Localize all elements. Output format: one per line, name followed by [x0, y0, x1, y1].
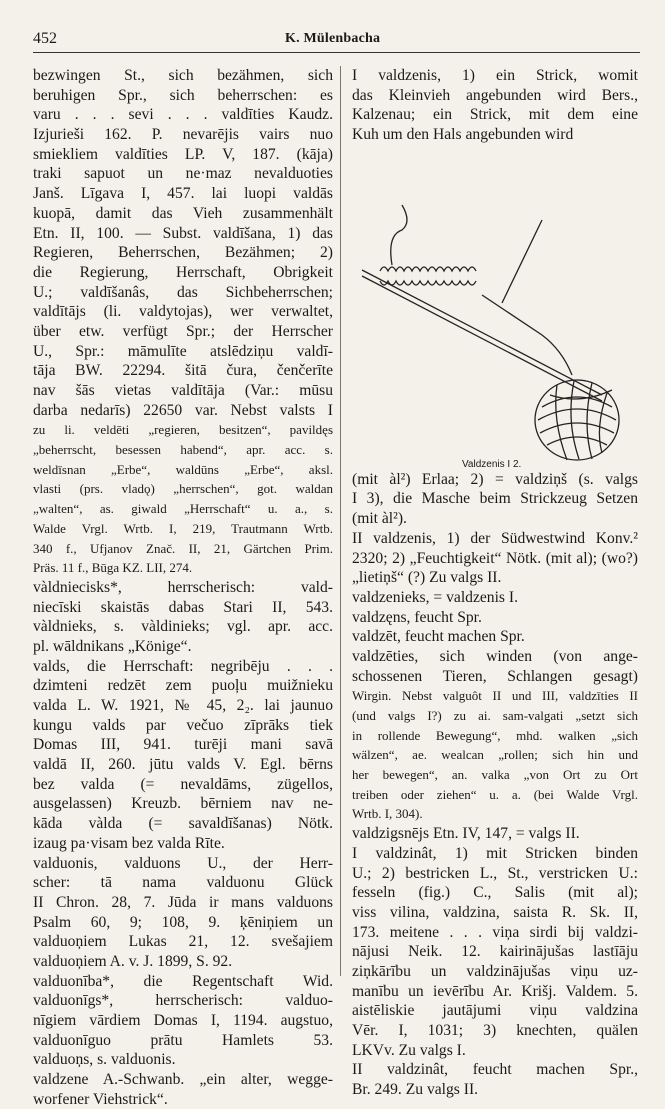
- text-line: bez valda (= nevaldāms, zügellos,: [33, 775, 333, 793]
- text-line: II valdzinât, feucht machen Spr.,: [352, 1061, 638, 1079]
- running-head: K. Mülenbacha: [285, 31, 381, 46]
- left-column: [33, 66, 333, 1109]
- text-line: Janš. Līgava I, 457. lai luopi valdās: [33, 185, 333, 203]
- text-line: „beherrscht, besessen habend“, apr. acc. s.: [33, 442, 333, 458]
- text-line: valdzene A.-Schwanb. „ein alter, wegge-: [33, 1071, 333, 1089]
- text-line: aistēliskie jautājumi viņu valdzina: [352, 1002, 638, 1020]
- text-line: Wirgin. Nebst valguôt II und III, valdzīties II: [352, 688, 638, 704]
- text-line: Kuh um den Hals angebunden wird: [352, 126, 574, 144]
- text-line: traki sapuot un ne·maz nevalduoties: [33, 165, 333, 183]
- text-line: valds, die Herrschaft: negribēju . . .: [33, 657, 333, 675]
- yarn-ball-and-needles-image: [352, 145, 638, 470]
- text-line: her bewegen“, an. valka „von Ort zu Ort: [352, 767, 638, 783]
- text-line: Br. 249. Zu valgs II.: [352, 1081, 479, 1099]
- text-line: Izjurieši 162. P. nevarējis vairs nuo: [33, 126, 333, 144]
- text-line: 173. meitene . . . viņa sirdi bij valdzi-: [352, 923, 638, 941]
- text-line: bezwingen St., sich bezähmen, sich: [33, 67, 333, 84]
- text-line: vàldniecisks*, herrscherisch: vald-: [33, 578, 333, 596]
- text-line: valdzēt, feucht machen Spr.: [352, 628, 525, 646]
- text-line: Psalm 60, 9; 108, 9. ķēniņiem un: [33, 913, 333, 931]
- text-line: vàldnieks, s. vàldinieks; vgl. apr. acc.: [33, 618, 333, 636]
- text-line: Etn. II, 100. — Subst. valdīšana, 1) das: [33, 224, 333, 242]
- text-line: valdzęns, feucht Spr.: [352, 608, 482, 626]
- header-rule: [33, 52, 640, 53]
- text-line: Domas III, 941. turēji mani savā: [33, 736, 333, 754]
- text-line: (mit àl²).: [352, 510, 407, 528]
- text-line: Präs. 11 f., Būga KZ. LII, 274.: [33, 560, 193, 576]
- text-line: U., Spr.: māmulīte atslēdziņu valdī-: [33, 342, 333, 360]
- text-line: über etw. verfügt Spr.; der Herrscher: [33, 322, 333, 340]
- text-line: Walde Vrgl. Wrtb. I, 219, Trautmann Wrtb.: [33, 520, 333, 536]
- text-line: worfener Viehstrick“.: [33, 1090, 168, 1108]
- text-line: „lietiņš“ (?) Zu valgs II.: [352, 569, 502, 587]
- text-line: II Chron. 28, 7. Jūda ir mans valduons: [33, 893, 333, 911]
- text-line: valduoņs, s. valduonis.: [33, 1051, 176, 1069]
- text-line: valdzenieks, = valdzenis I.: [352, 588, 518, 606]
- text-line: Wrtb. I, 304).: [352, 806, 423, 822]
- text-line: I valdzinât, 1) mit Stricken binden: [352, 844, 638, 862]
- page-header: [33, 30, 633, 52]
- text-line: ziņkārību un valdzinājušas viņu uz-: [352, 962, 638, 980]
- text-line: beruhigen Spr., sich beherrschen: es: [33, 86, 333, 104]
- knitting-illustration: [352, 145, 638, 470]
- text-line: varu . . . sevi . . . valdīties Kaudz.: [33, 106, 333, 124]
- text-line: viss vilina, valdzina, saista R. Sk. II,: [352, 903, 638, 921]
- text-line: wälzen“, ae. wealcan „rollen; sich hin und: [352, 747, 638, 763]
- text-line: izaug pa·visam bez valda Rīte.: [33, 834, 225, 852]
- text-line: valdā II, 260. jūtu valds V. Egl. bērns: [33, 756, 333, 774]
- text-line: Vēr. I, 1031; 3) knechten, quälen: [352, 1022, 638, 1039]
- text-line: schossenen Tieren, Schlangen gesagt): [352, 667, 638, 685]
- text-line: valduonīguo prātu Hamlets 53.: [33, 1031, 333, 1049]
- text-line: Kalzenau; ein Strick, mit dem eine: [352, 106, 638, 124]
- text-line: valdītājs (li. valdytojas), wer verwaltet,: [33, 303, 333, 321]
- text-line: „walten“, as. giwald „Herrschaft“ u. a., s.: [33, 501, 333, 517]
- column-divider: [340, 66, 341, 976]
- text-line: valdzēties, sich winden (von ange-: [352, 647, 638, 665]
- text-line: treiben oder ziehen“ u. a. (bei Walde Vrgl.: [352, 786, 638, 802]
- text-line: U.; 2) bestricken L., St., verstricken U.:: [352, 864, 638, 882]
- text-line: (mit àl²) Erlaa; 2) = valdziņš (s. valgs: [352, 470, 638, 488]
- text-line: 2320; 2) „Feuchtigkeit“ Nötk. (mit al); (wo?): [352, 549, 638, 567]
- text-line: nīgiem vārdiem Domas I, 1194. augstuo,: [33, 1012, 333, 1029]
- text-line: tāja BW. 22294. šitā čura, čenčerīte: [33, 362, 333, 380]
- text-line: darba nedarīs) 22650 var. Nebst valsts I: [33, 401, 333, 419]
- text-line: LKVv. Zu valgs I.: [352, 1041, 466, 1059]
- page-number: 452: [33, 30, 57, 47]
- text-line: I 3), die Masche beim Strickzeug Setzen: [352, 490, 638, 508]
- text-line: valdzigsnējs Etn. IV, 147, = valgs II.: [352, 825, 580, 843]
- text-line: in rollende Bewegung“, mhd. walken „sich: [352, 727, 638, 743]
- text-line: valduonība*, die Regentschaft Wid.: [33, 972, 333, 990]
- text-line: dzimteni redzēt zem puoļu muižnieku: [33, 677, 333, 695]
- text-line: kungu valds par večuo zīprāks tiek: [33, 716, 333, 734]
- text-line: I valdzenis, 1) ein Strick, womit: [352, 67, 638, 84]
- text-line: scher: tā nama valduonu Glück: [33, 874, 333, 892]
- text-line: das Kleinvieh angebunden wird Bers.,: [352, 86, 638, 104]
- text-line: die Regierung, Herrschaft, Obrigkeit: [33, 263, 333, 281]
- text-line: pl. wāldnikans „Könige“.: [33, 637, 192, 655]
- text-line: manību un ievērību Ar. Krišj. Valdem. 5.: [352, 982, 638, 1000]
- text-line: fesseln (fig.) C., Salis (mit al);: [352, 884, 638, 902]
- text-line: II valdzenis, 1) der Südwestwind Konv.²: [352, 529, 638, 547]
- text-line: valduonis, valduons U., der Herr-: [33, 854, 333, 872]
- text-line: nājusi Neik. 12. kairinājušas lastīāju: [352, 943, 638, 961]
- figure-caption: Valdzenis I 2.: [462, 458, 522, 470]
- text-line: 340 f., Ufjanov Znač. II, 21, Gärtchen Prim.: [33, 540, 333, 556]
- text-line: valduonīgs*, herrscherisch: valduo-: [33, 992, 333, 1010]
- text-line: niecīski skaistās dabas Stari II, 543.: [33, 598, 333, 616]
- text-line: valduoņiem Lukas 21, 12. svešajiem: [33, 933, 333, 951]
- text-line: valduoņiem A. v. J. 1899, S. 92.: [33, 952, 233, 970]
- right-column: [352, 66, 638, 1100]
- text-line: nav šās vietas valdītāja (Var.: mūsu: [33, 382, 333, 399]
- text-line: vlasti (prs. vladǫ) „herrschen“, got. waldan: [33, 481, 333, 497]
- text-line: U.; valdīšanâs, das Sichbeherrschen;: [33, 283, 333, 301]
- text-line: (und valgs I?) zu ai. sam-valgati „setzt sich: [352, 708, 638, 723]
- text-line: ausgelassen) Kreuzb. bērniem nav ne-: [33, 795, 333, 813]
- text-line: kāda vàlda (= savaldīšanas) Nötk.: [33, 815, 333, 833]
- text-line: zu li. veldēti „regieren, besitzen“, pavildęs: [33, 422, 333, 438]
- text-line: kuopā, damit das Vieh zusammenhält: [33, 204, 333, 222]
- text-line: Regieren, Beherrschen, Bezähmen; 2): [33, 244, 333, 262]
- text-line: valda L. W. 1921, № 45, 2₂. lai jaunuo: [33, 697, 333, 714]
- text-line: smiekliem valdīties LP. V, 187. (kāja): [33, 145, 333, 163]
- text-line: weldīsnan „Erbe“, waldūns „Erbe“, aksl.: [33, 461, 333, 477]
